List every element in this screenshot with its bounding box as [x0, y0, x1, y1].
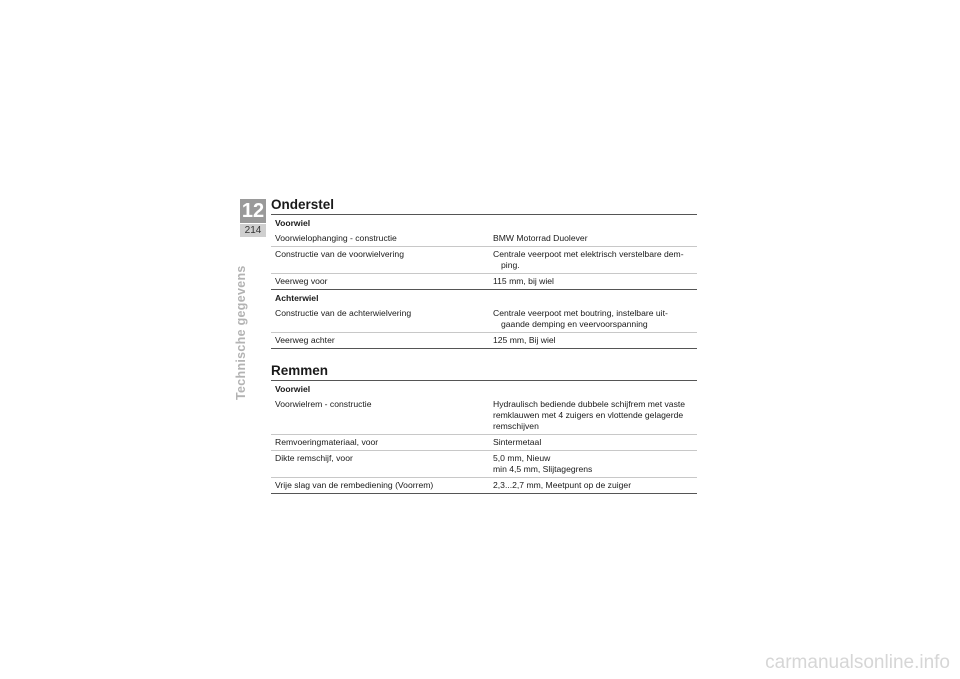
section-spacer	[271, 349, 697, 361]
table-row	[271, 451, 697, 478]
spec-value-line: Centrale veerpoot met boutring, instelbare uit-	[493, 308, 668, 318]
spec-content	[271, 195, 697, 494]
spec-value	[487, 478, 697, 494]
spec-label: Vrije slag van de rembediening (Voorrem)	[271, 478, 487, 494]
spec-value	[487, 333, 697, 349]
group-heading: Voorwiel	[271, 381, 697, 398]
spec-label: Voorwielrem - constructie	[275, 399, 372, 409]
spec-value	[487, 247, 697, 274]
watermark: carmanualsonline.info	[765, 652, 950, 673]
spec-value-line: 5,0 mm, Nieuw	[493, 453, 551, 463]
spec-value-line: 2,3...2,7 mm, Meetpunt op de zuiger	[493, 480, 632, 490]
table-row	[271, 247, 697, 274]
spec-value-line: remklauwen met 4 zuigers en vlottende gelagerde	[493, 410, 684, 420]
table-row	[271, 274, 697, 290]
group-heading-row	[271, 290, 697, 307]
spec-value	[487, 274, 697, 290]
spec-value	[487, 451, 697, 478]
spec-value	[487, 435, 697, 451]
group-heading-row	[271, 381, 697, 398]
chapter-side-title: Technische gegevens	[234, 265, 248, 400]
spec-label: Remvoeringmateriaal, voor	[271, 435, 487, 451]
spec-table	[271, 214, 697, 349]
spec-label: Voorwielophanging - constructie	[275, 233, 397, 243]
chapter-tab	[240, 199, 266, 238]
spec-value-line: 115 mm, bij wiel	[493, 276, 554, 286]
group-heading: Voorwiel	[271, 215, 697, 232]
table-row	[271, 333, 697, 349]
page-number: 214	[240, 224, 266, 237]
table-row	[271, 231, 697, 247]
spec-label: Veerweg voor	[271, 274, 487, 290]
table-row	[271, 397, 697, 435]
spec-value	[487, 397, 697, 435]
spec-value-line: remschijven	[493, 421, 539, 431]
table-row	[271, 306, 697, 333]
spec-value	[487, 231, 697, 247]
table-row	[271, 478, 697, 494]
spec-label: Veerweg achter	[271, 333, 487, 349]
spec-label: Constructie van de voorwielvering	[271, 247, 487, 274]
chapter-number: 12	[241, 200, 265, 222]
spec-value-line: ping.	[501, 260, 520, 270]
spec-value-line: Centrale veerpoot met elektrisch verstelbare dem-	[493, 249, 684, 259]
spec-value	[487, 306, 697, 333]
spec-label: Constructie van de achterwielvering	[275, 308, 412, 318]
spec-value-line: min 4,5 mm, Slijtagegrens	[493, 464, 593, 474]
spec-label: Dikte remschijf, voor	[271, 451, 487, 478]
group-heading-row	[271, 215, 697, 232]
spec-value-line: Sintermetaal	[493, 437, 542, 447]
table-row	[271, 435, 697, 451]
spec-value-line: BMW Motorrad Duolever	[493, 233, 588, 243]
section-title: Onderstel	[271, 197, 335, 212]
spec-value-line: gaande demping en veervoorspanning	[501, 319, 648, 329]
spec-value-line: Hydraulisch bediende dubbele schijfrem met vaste	[493, 399, 686, 409]
section-title: Remmen	[271, 363, 329, 378]
group-heading: Achterwiel	[271, 290, 697, 307]
spec-value-line: 125 mm, Bij wiel	[493, 335, 556, 345]
spec-table	[271, 380, 697, 494]
